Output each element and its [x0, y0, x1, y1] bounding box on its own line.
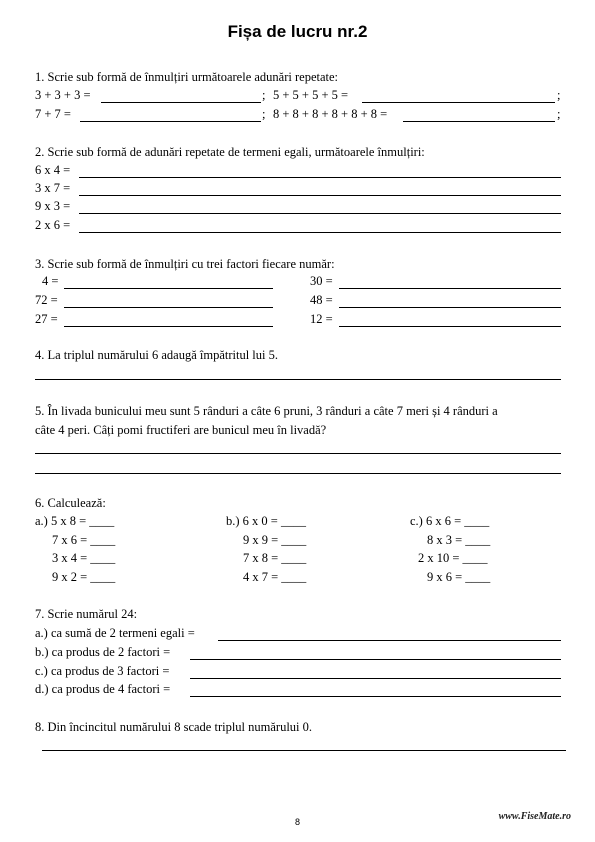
worksheet-title: Fișa de lucru nr.2: [227, 22, 368, 41]
ex6-b-3: 7 x 8 = ____: [243, 551, 307, 565]
ex6-heading: 6. Calculează:: [35, 496, 106, 510]
ex6-b-4: 4 x 7 = ____: [243, 570, 307, 584]
ex7-item-b: b.) ca produs de 2 factori =: [35, 645, 171, 659]
ex6-a-2: 7 x 6 = ____: [52, 533, 116, 547]
ex1-row2-left-answer-line[interactable]: [80, 121, 261, 122]
ex6-a-1: a.) 5 x 8 = ____: [35, 514, 115, 528]
ex1-row2-right-answer-line[interactable]: [403, 121, 555, 122]
ex6-c-3: 2 x 10 = ____: [418, 551, 488, 565]
ex3-right-item-2: 48 =: [310, 293, 333, 307]
ex1-row1-left-answer-line[interactable]: [101, 102, 261, 103]
ex7-item-a: a.) ca sumă de 2 termeni egali =: [35, 626, 195, 640]
ex6-b-2: 9 x 9 = ____: [243, 533, 307, 547]
ex3-right-answer-line-1[interactable]: [339, 288, 561, 289]
ex6-c-2: 8 x 3 = ____: [427, 533, 491, 547]
ex6-c-1: c.) 6 x 6 = ____: [410, 514, 490, 528]
ex2-answer-line-4[interactable]: [79, 232, 561, 233]
ex3-left-item-1: 4 =: [42, 274, 59, 288]
ex1-row2-right-label: 8 + 8 + 8 + 8 + 8 + 8 =: [273, 107, 388, 121]
ex3-left-answer-line-2[interactable]: [64, 307, 273, 308]
ex6-a-4: 9 x 2 = ____: [52, 570, 116, 584]
ex5-text-line-2: câte 4 peri. Câți pomi fructiferi are bunicul meu în livadă?: [35, 423, 327, 437]
ex3-right-item-1: 30 =: [310, 274, 333, 288]
ex5-answer-line-1[interactable]: [35, 453, 561, 454]
ex2-answer-line-3[interactable]: [79, 213, 561, 214]
ex2-item-1: 6 x 4 =: [35, 163, 71, 177]
ex1-row1-end-separator: ;: [557, 88, 561, 102]
ex5-text-line-1: 5. În livada bunicului meu sunt 5 rânduri a câte 6 pruni, 3 rânduri a câte 7 meri și 4 rânduri a: [35, 404, 498, 418]
ex6-a-3: 3 x 4 = ____: [52, 551, 116, 565]
ex2-item-2: 3 x 7 =: [35, 181, 71, 195]
ex7-answer-line-d[interactable]: [190, 696, 561, 697]
ex3-left-item-3: 27 =: [35, 312, 58, 326]
ex1-row2-separator: ;: [262, 107, 266, 121]
ex7-item-c: c.) ca produs de 3 factori =: [35, 664, 170, 678]
ex3-right-answer-line-3[interactable]: [339, 326, 561, 327]
ex1-row1-right-answer-line[interactable]: [362, 102, 555, 103]
ex1-row1-right-label: 5 + 5 + 5 + 5 =: [273, 88, 349, 102]
ex7-answer-line-a[interactable]: [218, 640, 561, 641]
ex5-answer-line-2[interactable]: [35, 473, 561, 474]
ex2-heading: 2. Scrie sub formă de adunări repetate de termeni egali, următoarele înmulțiri:: [35, 145, 425, 159]
ex2-answer-line-2[interactable]: [79, 195, 561, 196]
ex2-item-3: 9 x 3 =: [35, 199, 71, 213]
ex6-c-4: 9 x 6 = ____: [427, 570, 491, 584]
ex1-row1-separator: ;: [262, 88, 266, 102]
ex3-right-item-3: 12 =: [310, 312, 333, 326]
ex3-left-item-2: 72 =: [35, 293, 58, 307]
ex4-answer-line[interactable]: [35, 379, 561, 380]
ex7-heading: 7. Scrie numărul 24:: [35, 607, 138, 621]
ex1-heading: 1. Scrie sub formă de înmulțiri următoarele adunări repetate:: [35, 70, 339, 84]
ex3-left-answer-line-3[interactable]: [64, 326, 273, 327]
ex3-right-answer-line-2[interactable]: [339, 307, 561, 308]
ex8-heading: 8. Din încincitul numărului 8 scade triplul numărului 0.: [35, 720, 313, 734]
ex1-row2-end-separator: ;: [557, 107, 561, 121]
ex1-row1-left-label: 3 + 3 + 3 =: [35, 88, 91, 102]
ex3-left-answer-line-1[interactable]: [64, 288, 273, 289]
ex6-b-1: b.) 6 x 0 = ____: [226, 514, 306, 528]
ex4-heading: 4. La triplul numărului 6 adaugă împătritul lui 5.: [35, 348, 279, 362]
page-number: 8: [294, 817, 300, 827]
ex7-item-d: d.) ca produs de 4 factori =: [35, 682, 171, 696]
ex2-item-4: 2 x 6 =: [35, 218, 71, 232]
website-watermark: www.FiseMate.ro: [498, 811, 571, 822]
ex1-row2-left-label: 7 + 7 =: [35, 107, 71, 121]
ex7-answer-line-c[interactable]: [190, 678, 561, 679]
ex2-answer-line-1[interactable]: [79, 177, 561, 178]
ex7-answer-line-b[interactable]: [190, 659, 561, 660]
ex8-answer-line[interactable]: [42, 750, 566, 751]
ex3-heading: 3. Scrie sub formă de înmulțiri cu trei factori fiecare număr:: [35, 257, 335, 271]
